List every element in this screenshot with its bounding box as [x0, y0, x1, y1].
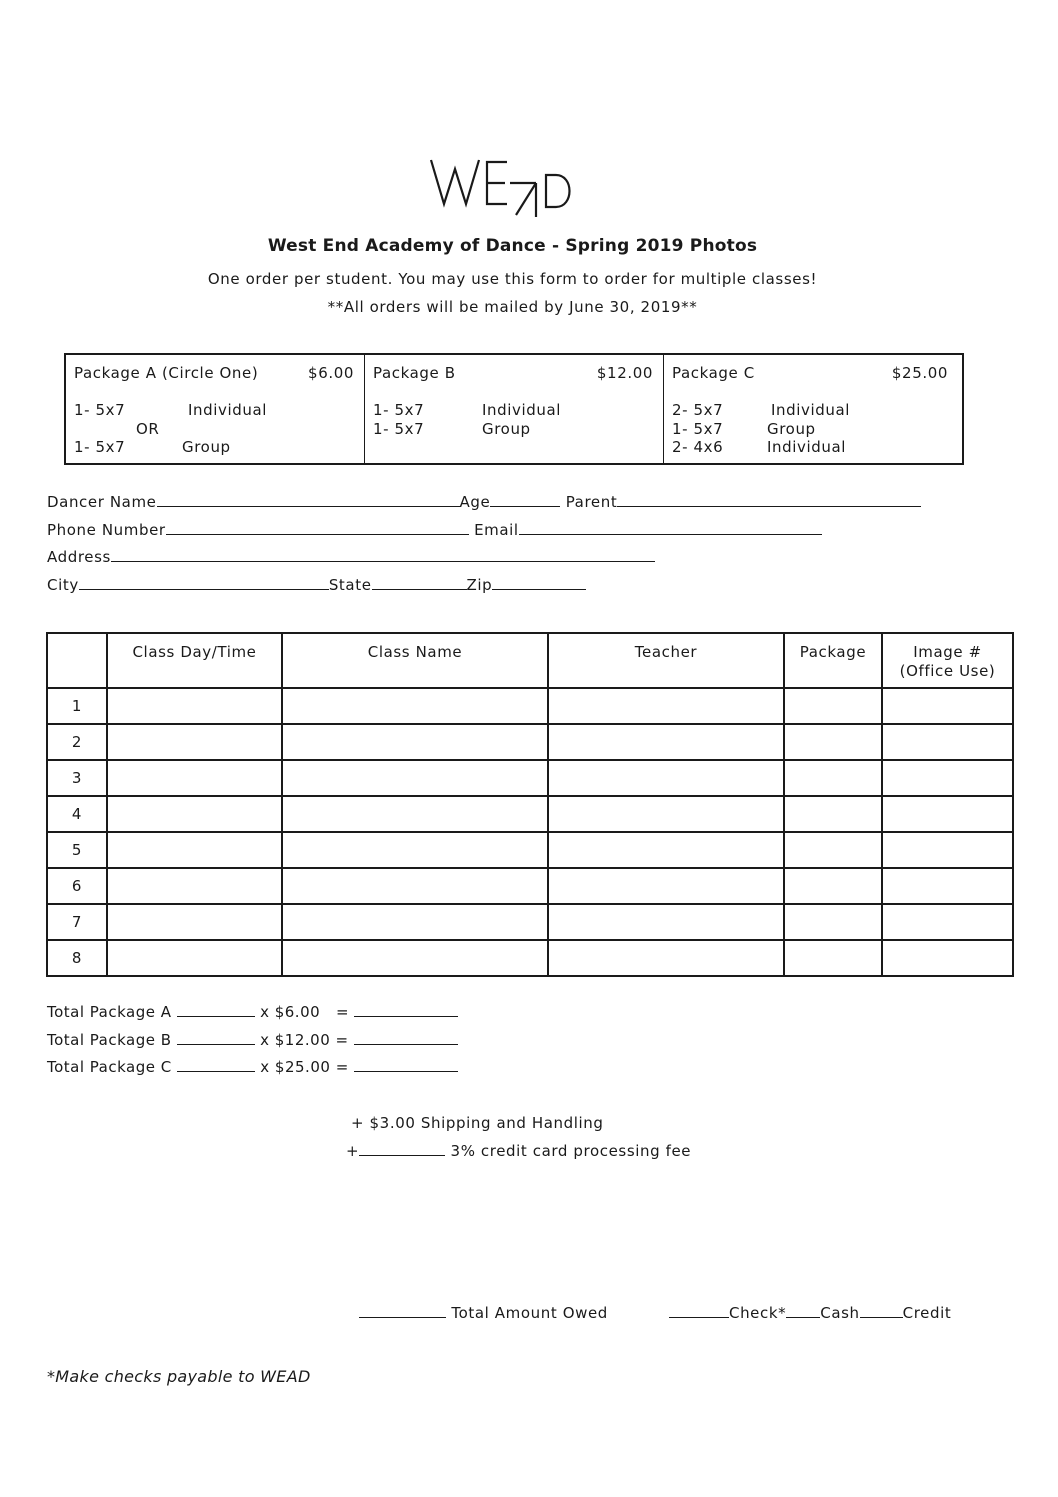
package-a-item-type: Group: [182, 438, 231, 456]
package-b-item-size: 1- 5x7: [373, 401, 425, 419]
package-cell[interactable]: [784, 760, 882, 796]
classes-table: [46, 632, 1014, 977]
package-b-item-type: Individual: [482, 401, 562, 419]
package-c-price: $25.00: [891, 364, 948, 382]
package-cell[interactable]: [784, 688, 882, 724]
package-c-item-type: Individual: [767, 438, 847, 456]
dancer-name-label: Dancer Name: [47, 493, 157, 511]
equals-sign: =: [335, 1058, 349, 1076]
total-package-b-amount-blank[interactable]: [354, 1031, 458, 1045]
row-number: 6: [47, 868, 107, 904]
image-number-cell[interactable]: [882, 904, 1013, 940]
row-number: 8: [47, 940, 107, 976]
state-blank[interactable]: [372, 576, 467, 590]
address-blank[interactable]: [111, 548, 655, 562]
row-number: 7: [47, 904, 107, 940]
class-day-time-cell[interactable]: [107, 688, 282, 724]
table-row: [47, 760, 1013, 796]
zip-label: Zip: [466, 576, 493, 594]
credit-fee-row: [346, 1142, 691, 1160]
table-row: [47, 904, 1013, 940]
credit-blank[interactable]: [860, 1304, 903, 1318]
package-c-item-type: Group: [767, 420, 816, 438]
image-number-cell[interactable]: [882, 940, 1013, 976]
class-day-time-cell[interactable]: [107, 868, 282, 904]
row-number: 1: [47, 688, 107, 724]
total-package-c-label: Total Package C: [47, 1058, 172, 1076]
table-row: [47, 868, 1013, 904]
package-cell[interactable]: [784, 724, 882, 760]
row-number: 3: [47, 760, 107, 796]
package-a[interactable]: [66, 355, 365, 463]
total-owed-blank[interactable]: [359, 1304, 446, 1318]
total-package-a-label: Total Package A: [47, 1003, 172, 1021]
package-b-item-type: Group: [482, 420, 531, 438]
table-row: [47, 688, 1013, 724]
teacher-cell[interactable]: [548, 940, 784, 976]
phone-label: Phone Number: [47, 521, 166, 539]
total-package-b-qty-blank[interactable]: [177, 1031, 255, 1045]
table-row: [47, 724, 1013, 760]
header-image-number-label: Image #: [913, 643, 982, 661]
package-a-name: Package A (Circle One): [74, 364, 259, 382]
check-label: Check*: [729, 1304, 787, 1322]
total-package-a-qty-blank[interactable]: [177, 1003, 255, 1017]
email-label: Email: [474, 521, 519, 539]
equals-sign: =: [335, 1031, 349, 1049]
total-owed-row: [359, 1304, 608, 1322]
row-number: 4: [47, 796, 107, 832]
header-class-day-time: Class Day/Time: [107, 633, 282, 688]
email-blank[interactable]: [519, 521, 822, 535]
class-day-time-cell[interactable]: [107, 904, 282, 940]
state-label: State: [328, 576, 372, 594]
class-name-cell[interactable]: [282, 724, 548, 760]
customer-row-2: [47, 521, 822, 539]
package-a-item-size: 1- 5x7: [74, 438, 126, 456]
cash-blank[interactable]: [786, 1304, 820, 1318]
class-name-cell[interactable]: [282, 688, 548, 724]
package-cell[interactable]: [784, 796, 882, 832]
package-cell[interactable]: [784, 904, 882, 940]
class-day-time-cell[interactable]: [107, 832, 282, 868]
row-number: 2: [47, 724, 107, 760]
package-c-item-size: 2- 5x7: [672, 401, 724, 419]
table-header-row: [47, 633, 1013, 688]
payment-method-row: [669, 1304, 951, 1322]
class-name-cell[interactable]: [282, 940, 548, 976]
package-c-name: Package C: [672, 364, 755, 382]
total-package-b-row: [47, 1031, 458, 1049]
credit-fee-blank[interactable]: [359, 1142, 445, 1156]
package-cell[interactable]: [784, 868, 882, 904]
package-a-item-size: 1- 5x7: [74, 401, 126, 419]
zip-blank[interactable]: [492, 576, 586, 590]
cash-label: Cash: [820, 1304, 860, 1322]
teacher-cell[interactable]: [548, 760, 784, 796]
class-day-time-cell[interactable]: [107, 940, 282, 976]
total-package-b-label: Total Package B: [47, 1031, 172, 1049]
address-label: Address: [47, 548, 111, 566]
header-class-name: Class Name: [282, 633, 548, 688]
total-owed-label: Total Amount Owed: [451, 1304, 608, 1322]
header-office-use-label: (Office Use): [899, 662, 996, 680]
image-number-cell[interactable]: [882, 868, 1013, 904]
class-name-cell[interactable]: [282, 796, 548, 832]
image-number-cell[interactable]: [882, 796, 1013, 832]
subtitle-instructions: One order per student. You may use this form to order for multiple classes!: [207, 270, 818, 288]
package-b-item-size: 1- 5x7: [373, 420, 425, 438]
table-row: [47, 940, 1013, 976]
customer-row-1: [47, 493, 921, 511]
total-package-a-row: [47, 1003, 458, 1021]
image-number-cell[interactable]: [882, 832, 1013, 868]
package-cell[interactable]: [784, 940, 882, 976]
teacher-cell[interactable]: [548, 832, 784, 868]
teacher-cell[interactable]: [548, 688, 784, 724]
class-name-cell[interactable]: [282, 832, 548, 868]
city-label: City: [47, 576, 79, 594]
image-number-cell[interactable]: [882, 688, 1013, 724]
total-package-c-multiplier: x $25.00: [260, 1058, 331, 1076]
header-image-number: [882, 633, 1013, 688]
class-name-cell[interactable]: [282, 868, 548, 904]
equals-sign: =: [335, 1003, 350, 1021]
total-package-a-amount-blank[interactable]: [354, 1003, 458, 1017]
package-a-or: OR: [136, 420, 160, 438]
class-name-cell[interactable]: [282, 904, 548, 940]
city-blank[interactable]: [79, 576, 329, 590]
package-cell[interactable]: [784, 832, 882, 868]
wead-logo: [428, 155, 580, 221]
table-row: [47, 832, 1013, 868]
teacher-cell[interactable]: [548, 796, 784, 832]
package-b-price: $12.00: [596, 364, 653, 382]
subtitle-mailing-date: **All orders will be mailed by June 30, 2019**: [327, 298, 698, 316]
teacher-cell[interactable]: [548, 724, 784, 760]
check-blank[interactable]: [669, 1304, 729, 1318]
plus-sign: +: [346, 1142, 360, 1160]
age-blank[interactable]: [490, 493, 560, 507]
shipping-line: + $3.00 Shipping and Handling: [351, 1114, 604, 1132]
customer-row-4: [47, 576, 586, 594]
total-package-c-amount-blank[interactable]: [354, 1058, 458, 1072]
footnote: *Make checks payable to WEAD: [47, 1367, 311, 1386]
package-c-item-size: 2- 4x6: [672, 438, 724, 456]
table-row: [47, 796, 1013, 832]
header-row-number: [47, 633, 107, 688]
customer-row-3: [47, 548, 655, 566]
credit-label: Credit: [902, 1304, 952, 1322]
parent-label: Parent: [565, 493, 618, 511]
package-c-item-size: 1- 5x7: [672, 420, 724, 438]
package-c[interactable]: [664, 355, 962, 463]
class-day-time-cell[interactable]: [107, 760, 282, 796]
row-number: 5: [47, 832, 107, 868]
credit-fee-label: 3% credit card processing fee: [450, 1142, 692, 1160]
age-label: Age: [459, 493, 491, 511]
class-day-time-cell[interactable]: [107, 724, 282, 760]
form-title: West End Academy of Dance - Spring 2019 Photos: [267, 236, 758, 256]
header-teacher: Teacher: [548, 633, 784, 688]
package-c-item-type: Individual: [771, 401, 851, 419]
total-package-c-qty-blank[interactable]: [177, 1058, 255, 1072]
total-package-a-multiplier: x $6.00: [260, 1003, 321, 1021]
phone-blank[interactable]: [166, 521, 469, 535]
package-b-name: Package B: [373, 364, 456, 382]
image-number-cell[interactable]: [882, 760, 1013, 796]
package-b[interactable]: [365, 355, 664, 463]
total-package-b-multiplier: x $12.00: [260, 1031, 331, 1049]
class-name-cell[interactable]: [282, 760, 548, 796]
total-package-c-row: [47, 1058, 458, 1076]
package-a-item-type: Individual: [188, 401, 268, 419]
teacher-cell[interactable]: [548, 868, 784, 904]
packages-box: [64, 353, 964, 465]
header-package: Package: [784, 633, 882, 688]
image-number-cell[interactable]: [882, 724, 1013, 760]
teacher-cell[interactable]: [548, 904, 784, 940]
dancer-name-blank[interactable]: [157, 493, 460, 507]
package-a-price: $6.00: [308, 364, 354, 382]
class-day-time-cell[interactable]: [107, 796, 282, 832]
parent-blank[interactable]: [617, 493, 921, 507]
